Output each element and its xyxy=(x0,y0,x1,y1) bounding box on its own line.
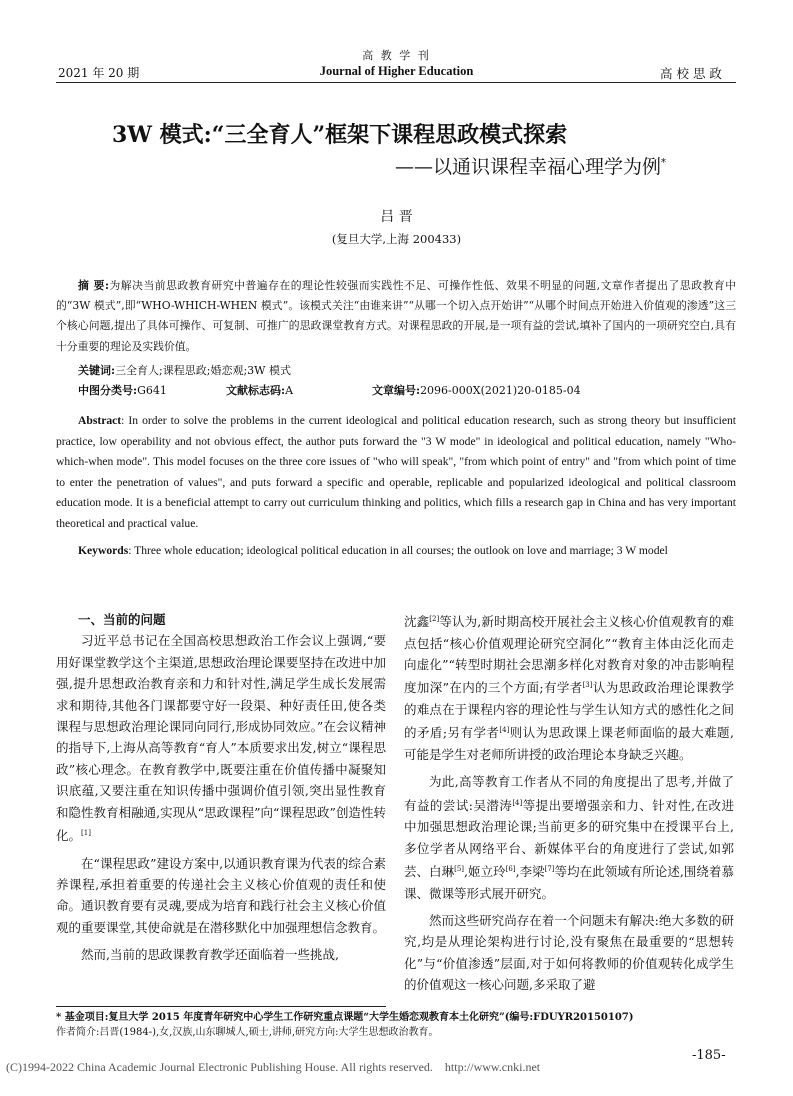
issue-label: 2021 年 20 期 xyxy=(58,66,140,80)
abstract-cn-label: 摘 要: xyxy=(78,279,109,292)
abstract-cn-text: 为解决当前思政教育研究中普遍存在的理论性较强而实践性不足、可操作性低、效果不明显的问题,文章作者提出了思政教育中的“3W 模式”,即“WHO-WHICH-WHEN 模式”。该模式关注“由谁来讲”“从哪一个切入点开始讲”“从哪个时间点开始进入价值观的渗透”这三个核心问题,提出了具体可操作、可复制、可推广的思政课堂教育方式。对课程思政的开展,是一项有益的尝试,填补了国内的一项研究空白,具有十分重要的理论及实践价值。 xyxy=(56,279,736,353)
footnote-author: 作者简介:吕晋(1984-),女,汉族,山东聊城人,硕士,讲师,研究方向:大学生思想政治教育。 xyxy=(56,1027,439,1038)
keywords-cn: 关键词:三全育人;课程思政;婚恋观;3W 模式 xyxy=(78,364,291,377)
article-number: 文章编号:2096-000X(2021)20-0185-04 xyxy=(372,384,581,397)
paragraph: 在“课程思政”建设方案中,以通识教育课为代表的综合素养课程,承担着重要的传递社会主义核心价值观的责任和使命。通识教育要有灵魂,要成为培育和践行社会主义核心价值观的重要课堂,其使命就是在潜移默化中加强理想信念教育。 xyxy=(56,855,386,935)
footnote-fund: * 基金项目:复旦大学 2015 年度青年研究中心学生工作研究重点课题“大学生婚恋观教育本土化研究”(编号:FDUYR20150107) xyxy=(56,1012,634,1023)
paragraph: 然而,当前的思政课教育教学还面临着一些挑战, xyxy=(81,947,339,963)
abstract-cn xyxy=(56,276,736,357)
paragraph: 沈鑫[2]等认为,新时期高校开展社会主义核心价值观教育的难点包括“核心价值观理论研究空洞化”“教育主体由泛化而走向虚化”“转型时期社会思潮多样化对教育对象的冲击影响程度加深”在内的三个方面;有学者[3]认为思政政治理论课教学的难点在于课程内容的理论性与学生认知方式的感性化之间的矛盾;另有学者[4]则认为思政课上课老师面临的最大难题,可能是学生对老师所讲授的政治理论本身缺乏兴趣。 xyxy=(404,614,734,762)
section-heading: 一、当前的问题 xyxy=(78,612,166,627)
clc-number: 中图分类号:G641 xyxy=(78,384,167,397)
article-title: 3W 模式:“三全育人”框架下课程思政模式探索 xyxy=(112,122,568,148)
paragraph: 为此,高等教育工作者从不同的角度提出了思考,并做了有益的尝试:吴潜涛[4]等提出要增强亲和力、针对性,在改进中加强思想政治理论课;当前更多的研究集中在授课平台上,多位学者从网络平台、新媒体平台的角度进行了尝试,如郭芸、白琳[5],姬立玲[6],李梁[7]等均在此领域有所论述,围绕着慕课、微课等形式展开研究。 xyxy=(404,774,734,901)
journal-name-cn: 高 教 学 刊 xyxy=(362,49,431,62)
section-label: 高 校 思 政 xyxy=(660,66,722,81)
header-rule xyxy=(56,82,736,83)
paragraph: 然而这些研究尚存在着一个问题未有解决:绝大多数的研究,均是从理论架构进行讨论,没有聚焦在最重要的“思想转化”与“价值渗透”层面,对于如何将教师的价值观转化成学生的价值观这一核心问题,多采取了避 xyxy=(404,913,734,993)
right-column xyxy=(404,609,734,996)
abstract-en-label: Abstract xyxy=(78,414,122,427)
copyright-footer: (C)1994-2022 China Academic Journal Electronic Publishing House. All rights reserved. http://www.cnki.net xyxy=(6,1060,541,1074)
keywords-en: Keywords: Three whole education; ideological political education in all courses; the outlook on love and marriage; 3 W model xyxy=(78,544,668,557)
left-column xyxy=(56,609,386,966)
footnote-rule xyxy=(56,1006,386,1007)
journal-name-en: Journal of Higher Education xyxy=(319,64,474,78)
article-subtitle: ——以通识课程幸福心理学为例* xyxy=(395,156,667,178)
author-name: 吕 晋 xyxy=(380,209,413,225)
author-affiliation: (复旦大学,上海 200433) xyxy=(331,232,462,246)
paragraph: 习近平总书记在全国高校思想政治工作会议上强调,“要用好课堂教学这个主渠道,思想政治理论课要坚持在改进中加强,提升思想政治教育亲和力和针对性,满足学生成长发展需求和期待,其他各门课都要守好一段渠、种好责任田,使各类课程与思想政治理论课同向同行,形成协同效应。”在会议精神的指导下,上海从高等教育“育人”本质要求出发,树立“课程思政”核心理念。在教育教学中,既要注重在价值传播中凝聚知识底蕴,又要注重在知识传播中强调价值引领,突出显性教育和隐性教育相融通,实现从“思政课程”向“课程思政”创造性转化。[1] xyxy=(56,633,386,844)
page-number: -185- xyxy=(692,1048,726,1063)
abstract-en-text: : In order to solve the problems in the current ideological and political education research, such as strong theory but insufficient practice, low operability and not obvious effect, the author puts forward the "3 W mode" in ideological and political education, namely "Who-which-when mode". This model focuses on the three core issues of "who will speak", "from which point of entry" and "from which point of time to enter the penetration of values", and puts forward a specific and operable, replicable and popularized ideological and political classroom education mode. It is a beneficial attempt to carry out curriculum thinking and politics, which fills a research gap in China and has very important theoretical and practical value. xyxy=(56,414,736,530)
abstract-en xyxy=(56,411,736,534)
document-code: 文献标志码:A xyxy=(226,384,294,397)
